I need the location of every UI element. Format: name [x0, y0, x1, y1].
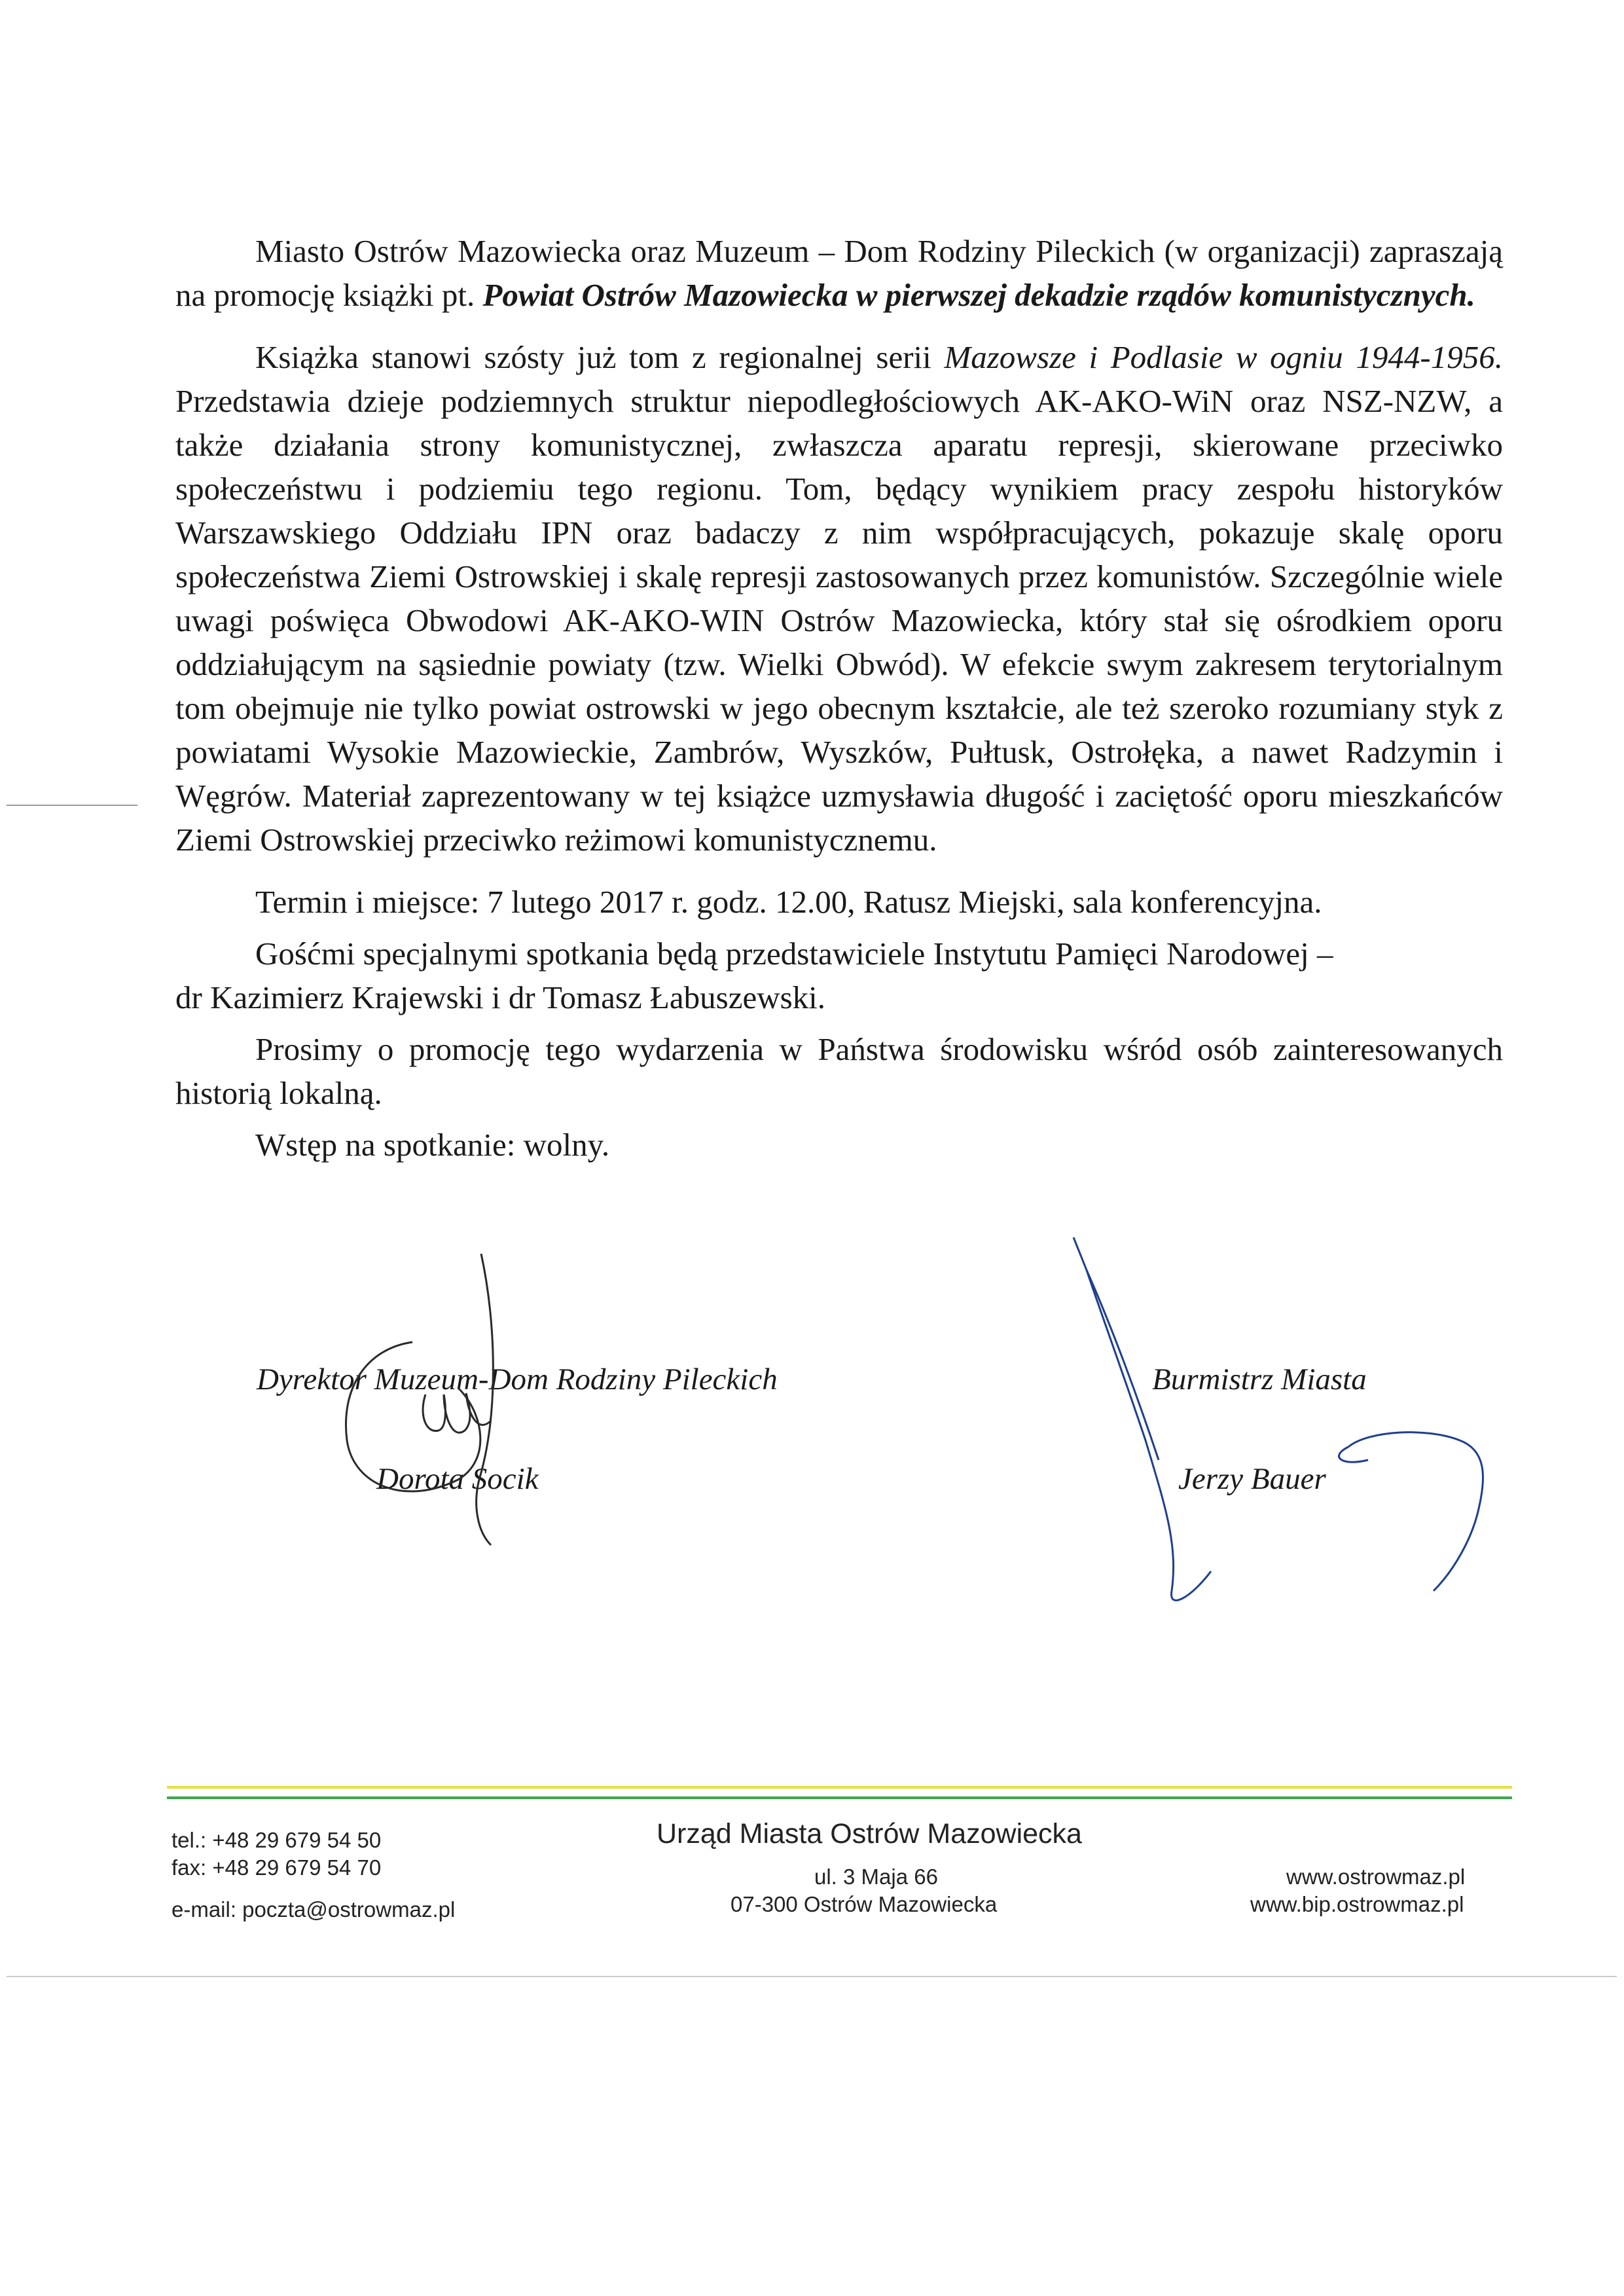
footer-street: ul. 3 Maja 66	[814, 1865, 938, 1889]
left-signatory-name: Dorota Socik	[376, 1462, 539, 1496]
footer-green-line	[167, 1796, 1512, 1799]
scan-mark-left	[7, 805, 137, 806]
paragraph-description: Książka stanowi szósty już tom z regionalnej serii Mazowsze i Podlasie w ogniu 1944-1956. Przedstawia dzieje podziemnych struktur niepodległościowych AK-AKO-WiN oraz NSZ-NZW, a także działania strony komunistycznej, zwłaszcza aparatu represji, skierowane przeciwko społeczeństwu i podziemiu tego regionu. Tom, będący wynikiem pracy zespołu historyków Warszawskiego Oddziału IPN oraz badaczy z nim współpracujących, pokazuje skalę oporu społeczeństwa Ziemi Ostrowskiej i skalę represji zastosowanych przez komunistów. Szczególnie wiele uwagi poświęca Obwodowi AK-AKO-WIN Ostrów Mazowiecka, który stał się ośrodkiem oporu oddziałującym na sąsiednie powiaty (tzw. Wielki Obwód). W efekcie swym zakresem terytorialnym tom obejmuje nie tylko powiat ostrowski w jego obecnym kształcie, ale też szeroko rozumiany styk z powiatami Wysokie Mazowieckie, Zambrów, Wyszków, Pułtusk, Ostrołęka, a nawet Radzymin i Węgrów. Materiał zaprezentowany w tej książce uzmysławia długość i zaciętość oporu mieszkańców Ziemi Ostrowskiej przeciwko reżimowi komunistycznemu.	[175, 339, 1503, 858]
footer-phone: tel.: +48 29 679 54 50	[171, 1828, 382, 1852]
event-date-place: Termin i miejsce: 7 lutego 2017 r. godz. 12.00, Ratusz Miejski, sala konferencyjna.	[255, 884, 1322, 920]
right-signatory-title: Burmistrz Miasta	[1152, 1362, 1367, 1396]
right-handwritten-signature	[1060, 1231, 1532, 1650]
promotion-request: Prosimy o promocję tego wydarzenia w Państwa środowisku wśród osób zainteresowanych historią lokalną.	[175, 1031, 1503, 1111]
footer-email[interactable]: e-mail: poczta@ostrowmaz.pl	[171, 1897, 456, 1922]
entry-info: Wstęp na spotkanie: wolny.	[255, 1127, 610, 1163]
right-signatory-name: Jerzy Bauer	[1178, 1462, 1326, 1496]
scan-mark-bottom	[7, 1976, 1617, 1977]
footer-yellow-line	[167, 1786, 1512, 1789]
special-guests-names: dr Kazimierz Krajewski i dr Tomasz Łabuszewski.	[175, 979, 826, 1015]
footer-bip-website[interactable]: www.bip.ostrowmaz.pl	[1250, 1892, 1464, 1916]
footer-fax: fax: +48 29 679 54 70	[171, 1855, 382, 1880]
footer-office-name: Urząd Miasta Ostrów Mazowiecka	[657, 1818, 1082, 1850]
book-title: Powiat Ostrów Mazowiecka w pierwszej dekadzie rządów komunistycznych.	[482, 277, 1475, 313]
left-handwritten-signature	[327, 1244, 550, 1552]
footer-city: 07-300 Ostrów Mazowiecka	[731, 1892, 998, 1916]
special-guests-line: Gośćmi specjalnymi spotkania będą przedstawiciele Instytutu Pamięci Narodowej –	[255, 936, 1333, 972]
paragraph-intro: Miasto Ostrów Mazowiecka oraz Muzeum – Dom Rodziny Pileckich (w organizacji) zapraszają na promocję książki pt. Powiat Ostrów Mazowiecka w pierwszej dekadzie rządów komunistycznych.	[175, 233, 1503, 313]
letter-body	[175, 229, 1503, 1167]
footer-website[interactable]: www.ostrowmaz.pl	[1286, 1865, 1466, 1889]
series-title: Mazowsze i Podlasie w ogniu 1944-1956.	[944, 339, 1503, 375]
left-signatory-title: Dyrektor Muzeum-Dom Rodziny Pileckich	[257, 1362, 778, 1396]
